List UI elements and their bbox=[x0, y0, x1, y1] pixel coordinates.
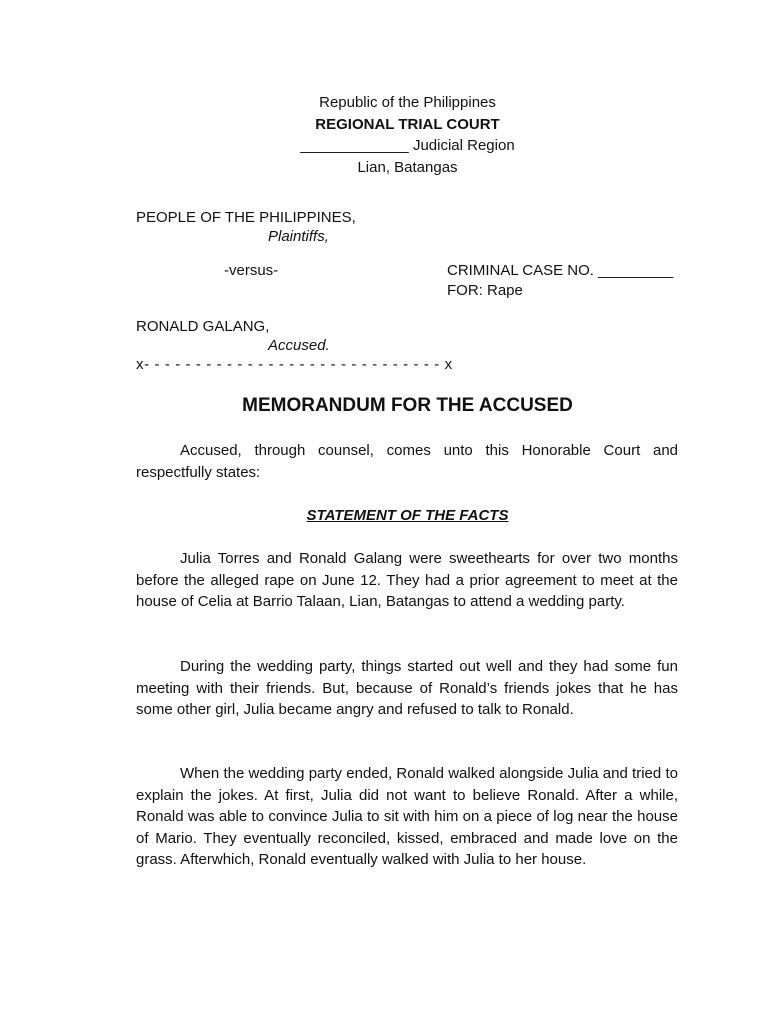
facts-paragraph-3: When the wedding party ended, Ronald walked alongside Julia and tried to explain the jokes. At first, Julia did not want to believe Ronald. After a while, Ronald was able to convince Julia to sit with him on a piece of log near the house of Mario. They eventually reconciled, kissed, embraced and made love on the grass. Afterwhich, Ronald eventually walked with Julia to her house. bbox=[136, 765, 678, 868]
plaintiff-name: PEOPLE OF THE PHILIPPINES, bbox=[136, 209, 356, 226]
caption-separator: x- - - - - - - - - - - - - - - - - - - - - - - - - - - - - x bbox=[136, 356, 453, 373]
case-for: FOR: Rape bbox=[447, 282, 523, 299]
versus-label: -versus- bbox=[224, 262, 279, 279]
section-heading: STATEMENT OF THE FACTS bbox=[306, 507, 509, 524]
header-republic: Republic of the Philippines bbox=[319, 94, 496, 111]
intro-paragraph: Accused, through counsel, comes unto this Honorable Court and respectfully states: bbox=[136, 442, 678, 481]
accused-name: RONALD GALANG, bbox=[136, 318, 270, 335]
header-region: _____________ Judicial Region bbox=[300, 137, 515, 154]
document-title: MEMORANDUM FOR THE ACCUSED bbox=[242, 395, 573, 416]
case-number: CRIMINAL CASE NO. _________ bbox=[447, 262, 674, 279]
header-location: Lian, Batangas bbox=[357, 159, 458, 176]
header-court: REGIONAL TRIAL COURT bbox=[315, 116, 500, 133]
accused-role: Accused. bbox=[268, 337, 330, 354]
facts-paragraph-1: Julia Torres and Ronald Galang were sweethearts for over two months before the alleged rape on June 12. They had a prior agreement to meet at the house of Celia at Barrio Talaan, Lian, Batangas to attend a wedding party. bbox=[136, 550, 678, 610]
plaintiff-role: Plaintiffs, bbox=[268, 228, 329, 245]
facts-paragraph-2: During the wedding party, things started out well and they had some fun meeting with their friends. But, because of Ronald’s friends jokes that he has some other girl, Julia became angry and refused to talk to Ronald. bbox=[136, 658, 678, 718]
